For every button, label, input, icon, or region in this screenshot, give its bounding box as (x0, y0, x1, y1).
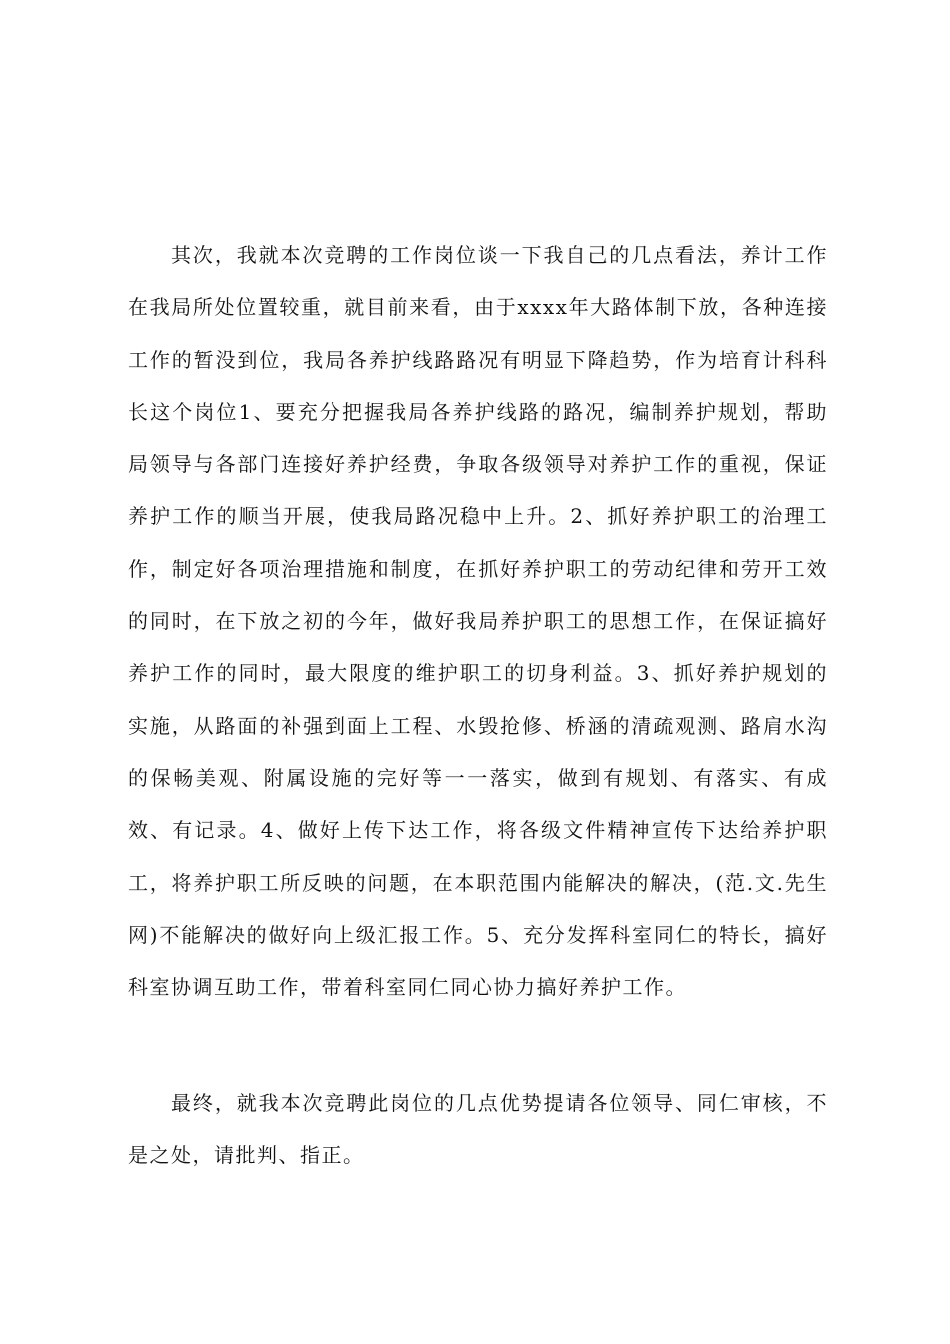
closing-paragraph: 最终，就我本次竞聘此岗位的几点优势提请各位领导、同仁审核，不是之处，请批判、指正。 (128, 1091, 828, 1168)
body-paragraph: 其次，我就本次竞聘的工作岗位谈一下我自己的几点看法，养计工作在我局所处位置较重，就目前来看，由于xxxx年大路体制下放，各种连接工作的暂没到位，我局各养护线路路况有明显下降趋势，作为培育计科科长这个岗位1、要充分把握我局各养护线路的路况，编制养护规划，帮助局领导与各部门连接好养护经费，争取各级领导对养护工作的重视，保证养护工作的顺当开展，使我局路况稳中上升。2、抓好养护职工的治理工作，制定好各项治理措施和制度，在抓好养护职工的劳动纪律和劳开工效的同时，在下放之初的今年，做好我局养护职工的思想工作，在保证搞好养护工作的同时，最大限度的维护职工的切身利益。3、抓好养护规划的实施，从路面的补强到面上工程、水毁抢修、桥涵的清疏观测、路肩水沟的保畅美观、附属设施的完好等一一落实，做到有规划、有落实、有成效、有记录。4、做好上传下达工作，将各级文件精神宣传下达给养护职工，将养护职工所反映的问题，在本职范围内能解决的解决，(范.文.先生网)不能解决的做好向上级汇报工作。5、充分发挥科室同仁的特长，搞好科室协调互助工作，带着科室同仁同心协力搞好养护工作。 (128, 243, 828, 1000)
